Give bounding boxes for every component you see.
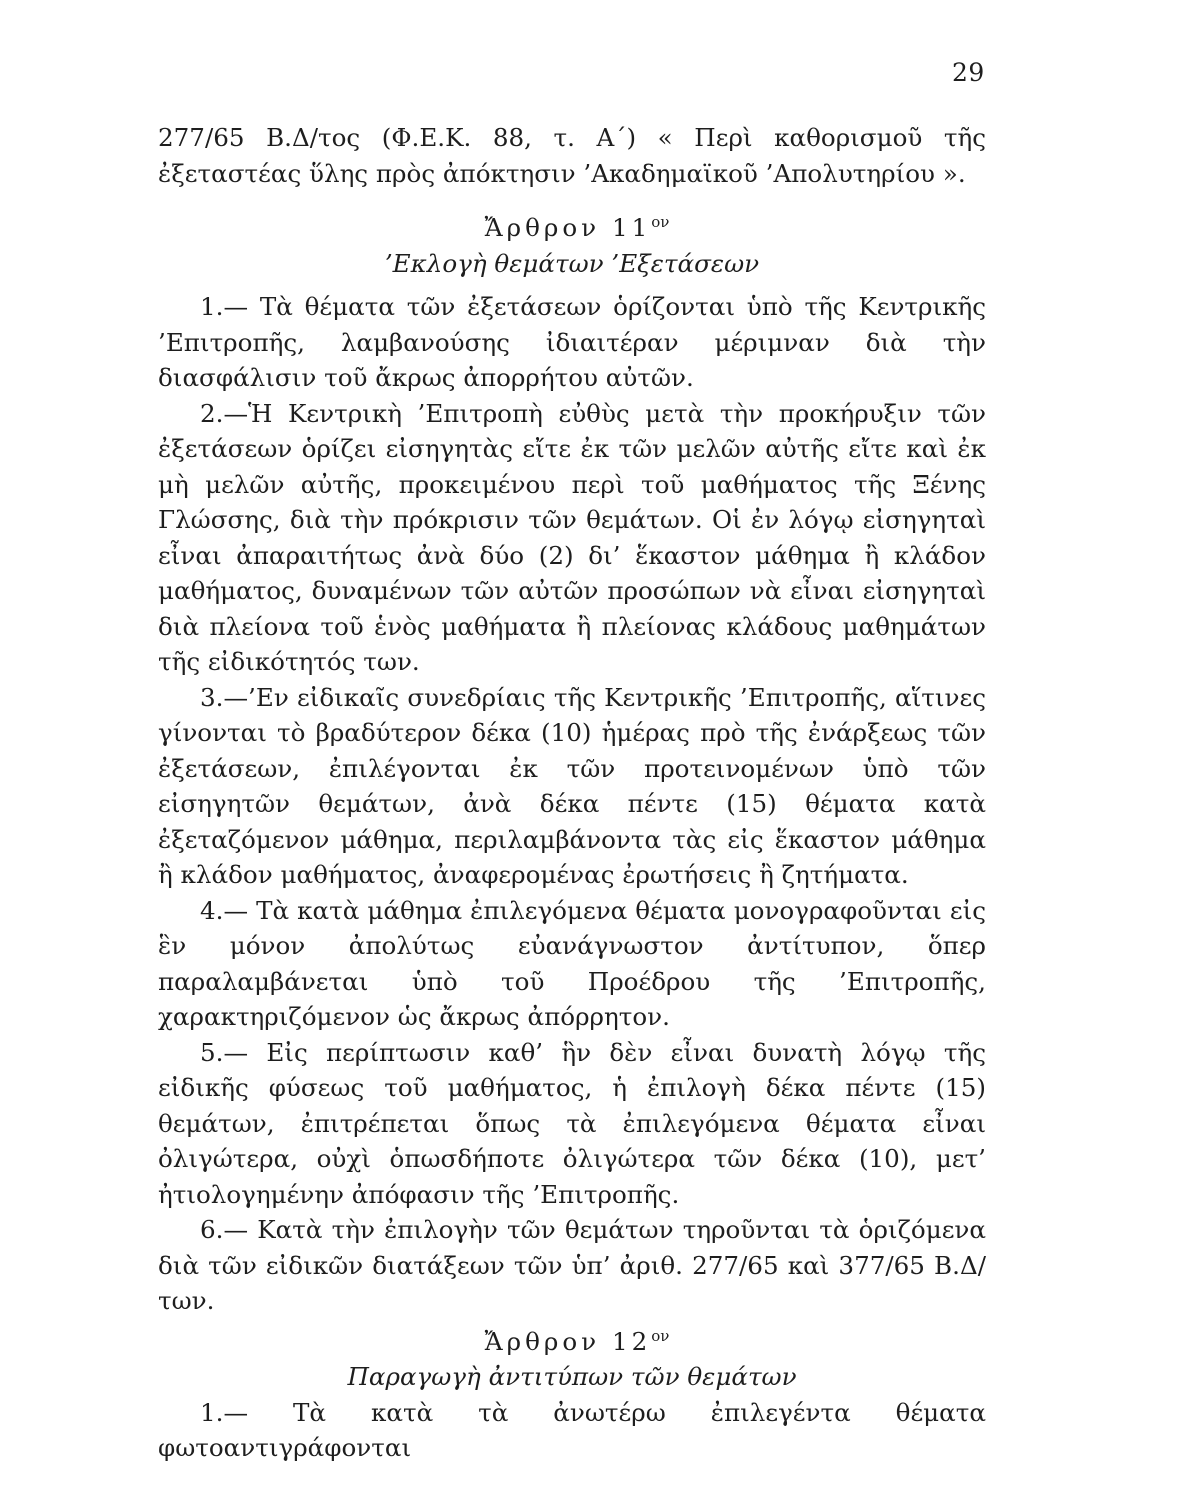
article-11-heading-text: Ἄρθρον 11 [484,213,652,242]
article-11-heading-suffix: ον [651,213,670,231]
article-11-paragraph-6: 6.— Κατὰ τὴν ἐπιλογὴν τῶν θεμάτων τηροῦνται τὰ ὁριζόμενα διὰ τῶν εἰδικῶν διατάξεων τῶν ὑπ’ ἀριθ. 277/65 καὶ 377/65 Β.Δ/των. [158,1215,986,1315]
article-11-subtitle: ’Εκλογὴ θεμάτων ’Εξετάσεων [384,248,760,278]
article-12-heading-text: Ἄρθρον 12 [484,1326,652,1356]
page-number: 29 [952,58,985,87]
article-11-paragraph-5: 5.— Εἰς περίπτωσιν καθ’ ἣν δὲν εἶναι δυνατὴ λόγῳ τῆς εἰδικῆς φύσεως τοῦ μαθήματος, ἡ ἐπιλογὴ δέκα πέντε (15) θεμάτων, ἐπιτρέπεται ὅπως τὰ ἐπιλεγόμενα θέματα εἶναι ὀλιγώτερα, οὐχὶ ὁπωσδήποτε ὀλιγώτερα τῶν δέκα (10), μετ’ ἠτιολογημένην ἀπόφασιν τῆς ’Επιτροπῆς. [158,1037,986,1209]
article-12-heading-suffix: ον [651,1326,670,1345]
article-11-paragraph-1: 1.— Τὰ θέματα τῶν ἐξετάσεων ὁρίζονται ὑπὸ τῆς Κεντρικῆς ’Επιτροπῆς, λαμβανούσης ἰδιαιτέραν μέριμναν διὰ τὴν διασφάλισιν τοῦ ἄκρως ἀπορρήτου αὐτῶν. [158,292,986,392]
body-text [158,120,986,1466]
article-11-heading [158,205,986,246]
article-12-heading [158,1319,986,1360]
article-12-subtitle: Παραγωγὴ ἀντιτύπων τῶν θεμάτων [347,1362,797,1391]
article-11-paragraph-4: 4.— Τὰ κατὰ μάθημα ἐπιλεγόμενα θέματα μονογραφοῦνται εἰς ἓν μόνον ἀπολύτως εὐανάγνωστον ἀντίτυπον, ὅπερ παραλαμβάνεται ὑπὸ τοῦ Προέδρου τῆς ’Επιτροπῆς, χαρακτηριζόμενον ὡς ἄκρως ἀπόρρητον. [158,895,986,1031]
article-11-paragraph-2: 2.—Ἡ Κεντρικὴ ’Επιτροπὴ εὐθὺς μετὰ τὴν προκήρυξιν τῶν ἐξετάσεων ὁρίζει εἰσηγητὰς εἴτε ἐκ τῶν μελῶν αὐτῆς εἴτε καὶ ἐκ μὴ μελῶν αὐτῆς, προκειμένου περὶ τοῦ μαθήματος τῆς Ξένης Γλώσσης, διὰ τὴν πρόκρισιν τῶν θεμάτων. Οἱ ἐν λόγῳ εἰσηγηταὶ εἶναι ἀπαραιτήτως ἀνὰ δύο (2) δι’ ἕκαστον μάθημα ἢ κλάδον μαθήματος, δυναμένων τῶν αὐτῶν προσώπων νὰ εἶναι εἰσηγηταὶ διὰ πλείονα τοῦ ἑνὸς μαθήματα ἢ πλείονας κλάδους μαθημάτων τῆς εἰδικότητός των. [158,398,986,676]
article-12-paragraph-1: 1.— Τὰ κατὰ τὰ ἀνωτέρω ἐπιλεγέντα θέματα φωτοαντιγράφονται [158,1397,986,1462]
intro-paragraph: 277/65 Β.Δ/τος (Φ.Ε.Κ. 88, τ. Α΄) « Περὶ καθορισμοῦ τῆς ἐξεταστέας ὕλης πρὸς ἀπόκτησιν ’Ακαδημαϊκοῦ ’Απολυτηρίου ». [158,123,986,188]
article-11-paragraph-3: 3.—’Εν εἰδικαῖς συνεδρίαις τῆς Κεντρικῆς ’Επιτροπῆς, αἵτινες γίνονται τὸ βραδύτερον δέκα (10) ἡμέρας πρὸ τῆς ἐνάρξεως τῶν ἐξετάσεων, ἐπιλέγονται ἐκ τῶν προτεινομένων ὑπὸ τῶν εἰσηγητῶν θεμάτων, ἀνὰ δέκα πέντε (15) θέματα κατὰ ἐξεταζόμενον μάθημα, περιλαμβάνοντα τὰς εἰς ἕκαστον μάθημα ἢ κλάδον μαθήματος, ἀναφερομένας ἐρωτήσεις ἢ ζητήματα. [158,682,986,889]
